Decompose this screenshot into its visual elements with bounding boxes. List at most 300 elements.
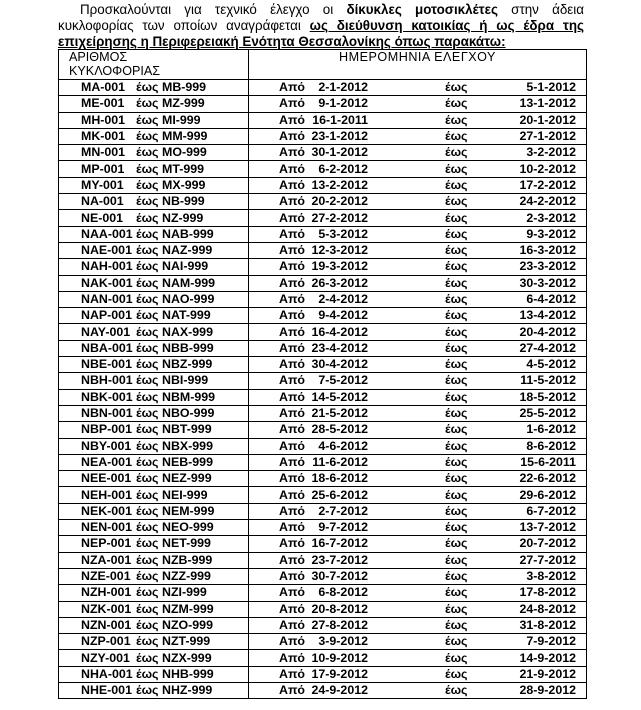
plate-eos: έως [136,406,159,421]
plate-range-cell [59,161,249,177]
plate-range-cell [59,324,249,340]
date-range-cell [249,242,587,258]
table-row [59,682,587,698]
date-end: 18-5-2012 [519,389,576,404]
plate-eos: έως [136,438,159,453]
date-start: 30-1-2012 [311,145,368,160]
plate-range-cell [59,568,249,584]
date-eos: έως [445,145,468,160]
date-end: 25-5-2012 [519,406,576,421]
header-plate-line2: ΚΥΚΛΟΦΟΡΙΑΣ [69,64,161,78]
plate-from: NBA-001 [81,340,133,355]
plate-eos: έως [136,487,159,502]
date-start: 9-1-2012 [318,96,368,111]
date-eos: έως [445,275,468,290]
table-row [59,568,587,584]
table-row [59,194,587,210]
date-eos: έως [445,259,468,274]
date-end: 9-3-2012 [526,226,576,241]
plate-eos: έως [136,129,159,144]
table-row [59,634,587,650]
table-row [59,96,587,112]
date-eos: έως [445,634,468,649]
plate-eos: έως [136,177,159,192]
plate-to: NAM-999 [162,275,216,290]
plate-to: NBO-999 [162,406,215,421]
date-apo: Από [279,80,306,95]
date-eos: έως [445,96,468,111]
table-row [59,520,587,536]
table-row [59,666,587,682]
date-end: 27-4-2012 [519,340,576,355]
table-row [59,340,587,356]
plate-range-cell [59,357,249,373]
date-range-cell [249,291,587,307]
date-apo: Από [279,438,306,453]
table-row [59,373,587,389]
plate-to: NEZ-999 [162,471,212,486]
plate-range-cell [59,145,249,161]
date-start: 16-1-2011 [312,112,368,127]
date-start: 30-7-2012 [311,569,368,584]
plate-from: NA-001 [81,194,124,209]
date-end: 29-6-2012 [519,487,576,502]
plate-range-cell [59,503,249,519]
date-apo: Από [279,389,306,404]
date-start: 16-7-2012 [311,536,368,551]
date-eos: έως [445,617,468,632]
plate-range-cell [59,373,249,389]
plate-eos: έως [136,422,159,437]
date-eos: έως [445,471,468,486]
date-range-cell [249,634,587,650]
intro-part3: στην άδεια κυκλοφορίας των οποίων αναγράφεται [58,2,584,33]
date-apo: Από [279,666,306,681]
date-end: 17-8-2012 [519,585,576,600]
date-apo: Από [279,243,306,258]
plate-eos: έως [136,292,159,306]
plate-to: NBT-999 [162,422,212,437]
intro-paragraph [58,2,584,50]
date-eos: έως [445,406,468,421]
date-start: 26-3-2012 [311,275,368,290]
header-inspection-date: ΗΜΕΡΟΜΗΝΙΑ ΕΛΕΓΧΟΥ [249,50,587,80]
plate-range-cell [59,389,249,405]
table-row [59,503,587,519]
date-range-cell [249,422,587,438]
plate-eos: έως [136,357,159,372]
table-row [59,291,587,307]
date-start: 13-2-2012 [311,177,368,192]
date-apo: Από [279,422,306,437]
date-end: 27-1-2012 [519,129,576,144]
date-start: 23-1-2012 [311,129,368,144]
plate-from: NHE-001 [81,683,132,698]
date-apo: Από [279,308,306,323]
date-start: 2-4-2012 [318,292,368,306]
plate-eos: έως [136,259,159,274]
plate-to: NBM-999 [162,389,216,404]
plate-range-cell [59,112,249,128]
date-start: 12-3-2012 [311,243,368,258]
plate-from: NBK-001 [81,389,133,404]
plate-to: NEO-999 [162,520,214,535]
date-start: 23-7-2012 [311,552,368,567]
plate-range-cell [59,487,249,503]
date-start: 20-2-2012 [311,194,368,209]
table-row [59,357,587,373]
date-end: 10-2-2012 [519,161,576,176]
plate-from: NBY-001 [81,438,132,453]
plate-eos: έως [136,161,159,176]
plate-eos: έως [136,210,159,225]
date-apo: Από [279,161,306,176]
plate-range-cell [59,194,249,210]
table-row [59,389,587,405]
date-apo: Από [279,503,306,518]
plate-from: NAN-001 [81,292,133,306]
date-start: 25-6-2012 [311,487,368,502]
date-apo: Από [279,585,306,600]
date-range-cell [249,308,587,324]
date-end: 13-1-2012 [519,96,576,111]
date-apo: Από [279,292,306,306]
date-start: 14-5-2012 [311,389,368,404]
plate-to: NAO-999 [162,292,215,306]
plate-to: NHZ-999 [162,683,213,698]
date-eos: έως [445,601,468,616]
date-end: 6-7-2012 [526,503,576,518]
table-row [59,454,587,470]
date-start: 16-4-2012 [311,324,368,339]
plate-from: NZP-001 [81,634,131,649]
date-eos: έως [445,569,468,584]
date-eos: έως [445,422,468,437]
date-eos: έως [445,308,468,323]
table-row [59,405,587,421]
table-row [59,161,587,177]
plate-from: NBE-001 [81,357,132,372]
date-eos: έως [445,80,468,95]
date-start: 6-2-2012 [318,161,368,176]
date-start: 9-4-2012 [318,308,368,323]
date-apo: Από [279,129,306,144]
plate-eos: έως [136,389,159,404]
plate-eos: έως [136,569,159,584]
date-apo: Από [279,340,306,355]
plate-to: NZM-999 [162,601,214,616]
date-apo: Από [279,194,306,209]
plate-to: NAT-999 [162,308,211,323]
date-apo: Από [279,683,306,698]
date-range-cell [249,585,587,601]
plate-to: MX-999 [162,177,206,192]
date-eos: έως [445,340,468,355]
plate-range-cell [59,96,249,112]
plate-to: NEM-999 [162,503,215,518]
plate-from: NAA-001 [81,226,133,241]
plate-eos: έως [136,243,159,258]
date-apo: Από [279,275,306,290]
plate-range-cell [59,650,249,666]
plate-to: NHB-999 [162,666,214,681]
plate-from: NEA-001 [81,454,132,469]
date-apo: Από [279,520,306,535]
plate-to: MT-999 [162,161,205,176]
plate-to: NZO-999 [162,617,213,632]
date-end: 13-4-2012 [519,308,576,323]
plate-eos: έως [136,226,159,241]
plate-from: NEN-001 [81,520,132,535]
date-range-cell [249,194,587,210]
plate-from: NAP-001 [81,308,132,323]
date-end: 15-6-2011 [520,454,576,469]
date-range-cell [249,405,587,421]
plate-to: NZI-999 [162,585,207,600]
date-range-cell [249,503,587,519]
date-end: 2-3-2012 [526,210,576,225]
date-eos: έως [445,683,468,698]
date-eos: έως [445,357,468,372]
date-start: 2-1-2012 [318,80,368,95]
plate-eos: έως [136,275,159,290]
plate-from: MK-001 [81,129,126,144]
date-end: 16-3-2012 [519,243,576,258]
date-start: 4-6-2012 [318,438,368,453]
date-eos: έως [445,520,468,535]
plate-to: NET-999 [162,536,211,551]
date-eos: έως [445,552,468,567]
date-apo: Από [279,617,306,632]
date-range-cell [249,161,587,177]
date-range-cell [249,259,587,275]
plate-to: NBZ-999 [162,357,213,372]
date-range-cell [249,568,587,584]
date-apo: Από [279,634,306,649]
date-apo: Από [279,454,306,469]
table-row [59,650,587,666]
date-range-cell [249,438,587,454]
plate-to: MZ-999 [162,96,205,111]
plate-range-cell [59,438,249,454]
plate-range-cell [59,454,249,470]
date-range-cell [249,650,587,666]
table-row [59,324,587,340]
date-range-cell [249,373,587,389]
intro-bold-underline-address: ως διεύθυνση κατοικίας ή ως έδρα της επιχείρησης η Περιφερειακή Ενότητα Θεσσαλονίκης όπως παρακάτω: [58,18,584,49]
date-range-cell [249,210,587,226]
date-end: 21-9-2012 [519,666,576,681]
table-row [59,487,587,503]
plate-from: MY-001 [81,177,124,192]
date-apo: Από [279,145,306,160]
date-eos: έως [445,585,468,600]
plate-from: NBN-001 [81,406,133,421]
date-end: 17-2-2012 [519,177,576,192]
date-range-cell [249,275,587,291]
date-end: 3-2-2012 [526,145,576,160]
plate-range-cell [59,552,249,568]
plate-eos: έως [136,536,159,551]
date-end: 6-4-2012 [526,292,576,306]
table-body [59,80,587,699]
date-range-cell [249,666,587,682]
date-apo: Από [279,210,306,225]
plate-range-cell [59,177,249,193]
date-eos: έως [445,292,468,306]
table-row [59,585,587,601]
plate-eos: έως [136,601,159,616]
plate-range-cell [59,308,249,324]
plate-to: MB-999 [162,80,207,95]
date-range-cell [249,145,587,161]
date-eos: έως [445,666,468,681]
date-range-cell [249,454,587,470]
plate-range-cell [59,242,249,258]
date-range-cell [249,324,587,340]
table-row [59,601,587,617]
plate-range-cell [59,259,249,275]
plate-eos: έως [136,634,159,649]
plate-range-cell [59,80,249,96]
date-range-cell [249,487,587,503]
plate-to: MM-999 [162,129,208,144]
plate-to: MO-999 [162,145,207,160]
plate-eos: έως [136,194,159,209]
date-eos: έως [445,177,468,192]
date-start: 5-3-2012 [318,226,368,241]
date-start: 11-6-2012 [312,454,368,469]
plate-to: NBI-999 [162,373,209,388]
intro-text [58,2,584,50]
table-row [59,536,587,552]
plate-to: NZ-999 [162,210,204,225]
date-eos: έως [445,129,468,144]
date-end: 30-3-2012 [519,275,576,290]
date-apo: Από [279,487,306,502]
date-apo: Από [279,552,306,567]
plate-eos: έως [136,145,159,160]
date-start: 18-6-2012 [311,471,368,486]
table-row [59,145,587,161]
plate-eos: έως [136,471,159,486]
table-row [59,226,587,242]
date-end: 1-6-2012 [526,422,576,437]
date-start: 27-8-2012 [311,617,368,632]
plate-from: NHA-001 [81,666,133,681]
plate-from: MN-001 [81,145,126,160]
date-end: 24-8-2012 [519,601,576,616]
plate-from: NZN-001 [81,617,132,632]
plate-eos: έως [136,585,159,600]
date-end: 27-7-2012 [519,552,576,567]
date-range-cell [249,520,587,536]
plate-eos: έως [136,552,159,567]
date-eos: έως [445,454,468,469]
date-start: 17-9-2012 [311,666,368,681]
plate-to: NZZ-999 [162,569,211,584]
date-eos: έως [445,650,468,665]
table-row [59,617,587,633]
intro-part1: Προσκαλούνται για τεχνικό έλεγχο οι [80,2,347,17]
plate-eos: έως [136,454,159,469]
plate-from: NZK-001 [81,601,132,616]
plate-to: NAI-999 [162,259,209,274]
date-eos: έως [445,226,468,241]
date-start: 3-9-2012 [318,634,368,649]
plate-from: MA-001 [81,80,126,95]
date-end: 11-5-2012 [520,373,576,388]
table-row [59,242,587,258]
plate-to: NB-999 [162,194,205,209]
plate-from: NZY-001 [81,650,130,665]
plate-eos: έως [136,503,159,518]
plate-range-cell [59,585,249,601]
date-end: 22-6-2012 [519,471,576,486]
plate-from: NAH-001 [81,259,133,274]
date-apo: Από [279,112,306,127]
date-start: 30-4-2012 [311,357,368,372]
date-eos: έως [445,210,468,225]
table-row [59,259,587,275]
date-start: 19-3-2012 [311,259,368,274]
date-start: 9-7-2012 [318,520,368,535]
plate-range-cell [59,210,249,226]
plate-to: NEB-999 [162,454,213,469]
plate-range-cell [59,617,249,633]
date-end: 14-9-2012 [519,650,576,665]
table-row [59,471,587,487]
date-range-cell [249,536,587,552]
date-apo: Από [279,406,306,421]
plate-to: NAX-999 [162,324,213,339]
plate-eos: έως [136,683,159,698]
date-eos: έως [445,324,468,339]
date-apo: Από [279,569,306,584]
plate-eos: έως [136,373,159,388]
date-start: 24-9-2012 [311,683,368,698]
plate-from: NAK-001 [81,275,133,290]
plate-eos: έως [136,80,159,95]
date-apo: Από [279,373,306,388]
date-range-cell [249,80,587,96]
plate-range-cell [59,422,249,438]
plate-to: NBB-999 [162,340,214,355]
plate-from: NZH-001 [81,585,132,600]
table-row [59,438,587,454]
table-row [59,210,587,226]
plate-to: NAZ-999 [162,243,213,258]
plate-to: NZX-999 [162,650,212,665]
plate-range-cell [59,634,249,650]
plate-range-cell [59,601,249,617]
date-end: 23-3-2012 [519,259,576,274]
date-range-cell [249,552,587,568]
plate-eos: έως [136,324,159,339]
plate-to: NBX-999 [162,438,213,453]
date-start: 27-2-2012 [311,210,368,225]
plate-from: ME-001 [81,96,125,111]
date-end: 24-2-2012 [519,194,576,209]
plate-eos: έως [136,666,159,681]
table-row [59,128,587,144]
plate-eos: έως [136,308,159,323]
date-end: 13-7-2012 [519,520,576,535]
date-end: 31-8-2012 [519,617,576,632]
table-row [59,422,587,438]
date-range-cell [249,357,587,373]
date-end: 20-1-2012 [519,112,576,127]
